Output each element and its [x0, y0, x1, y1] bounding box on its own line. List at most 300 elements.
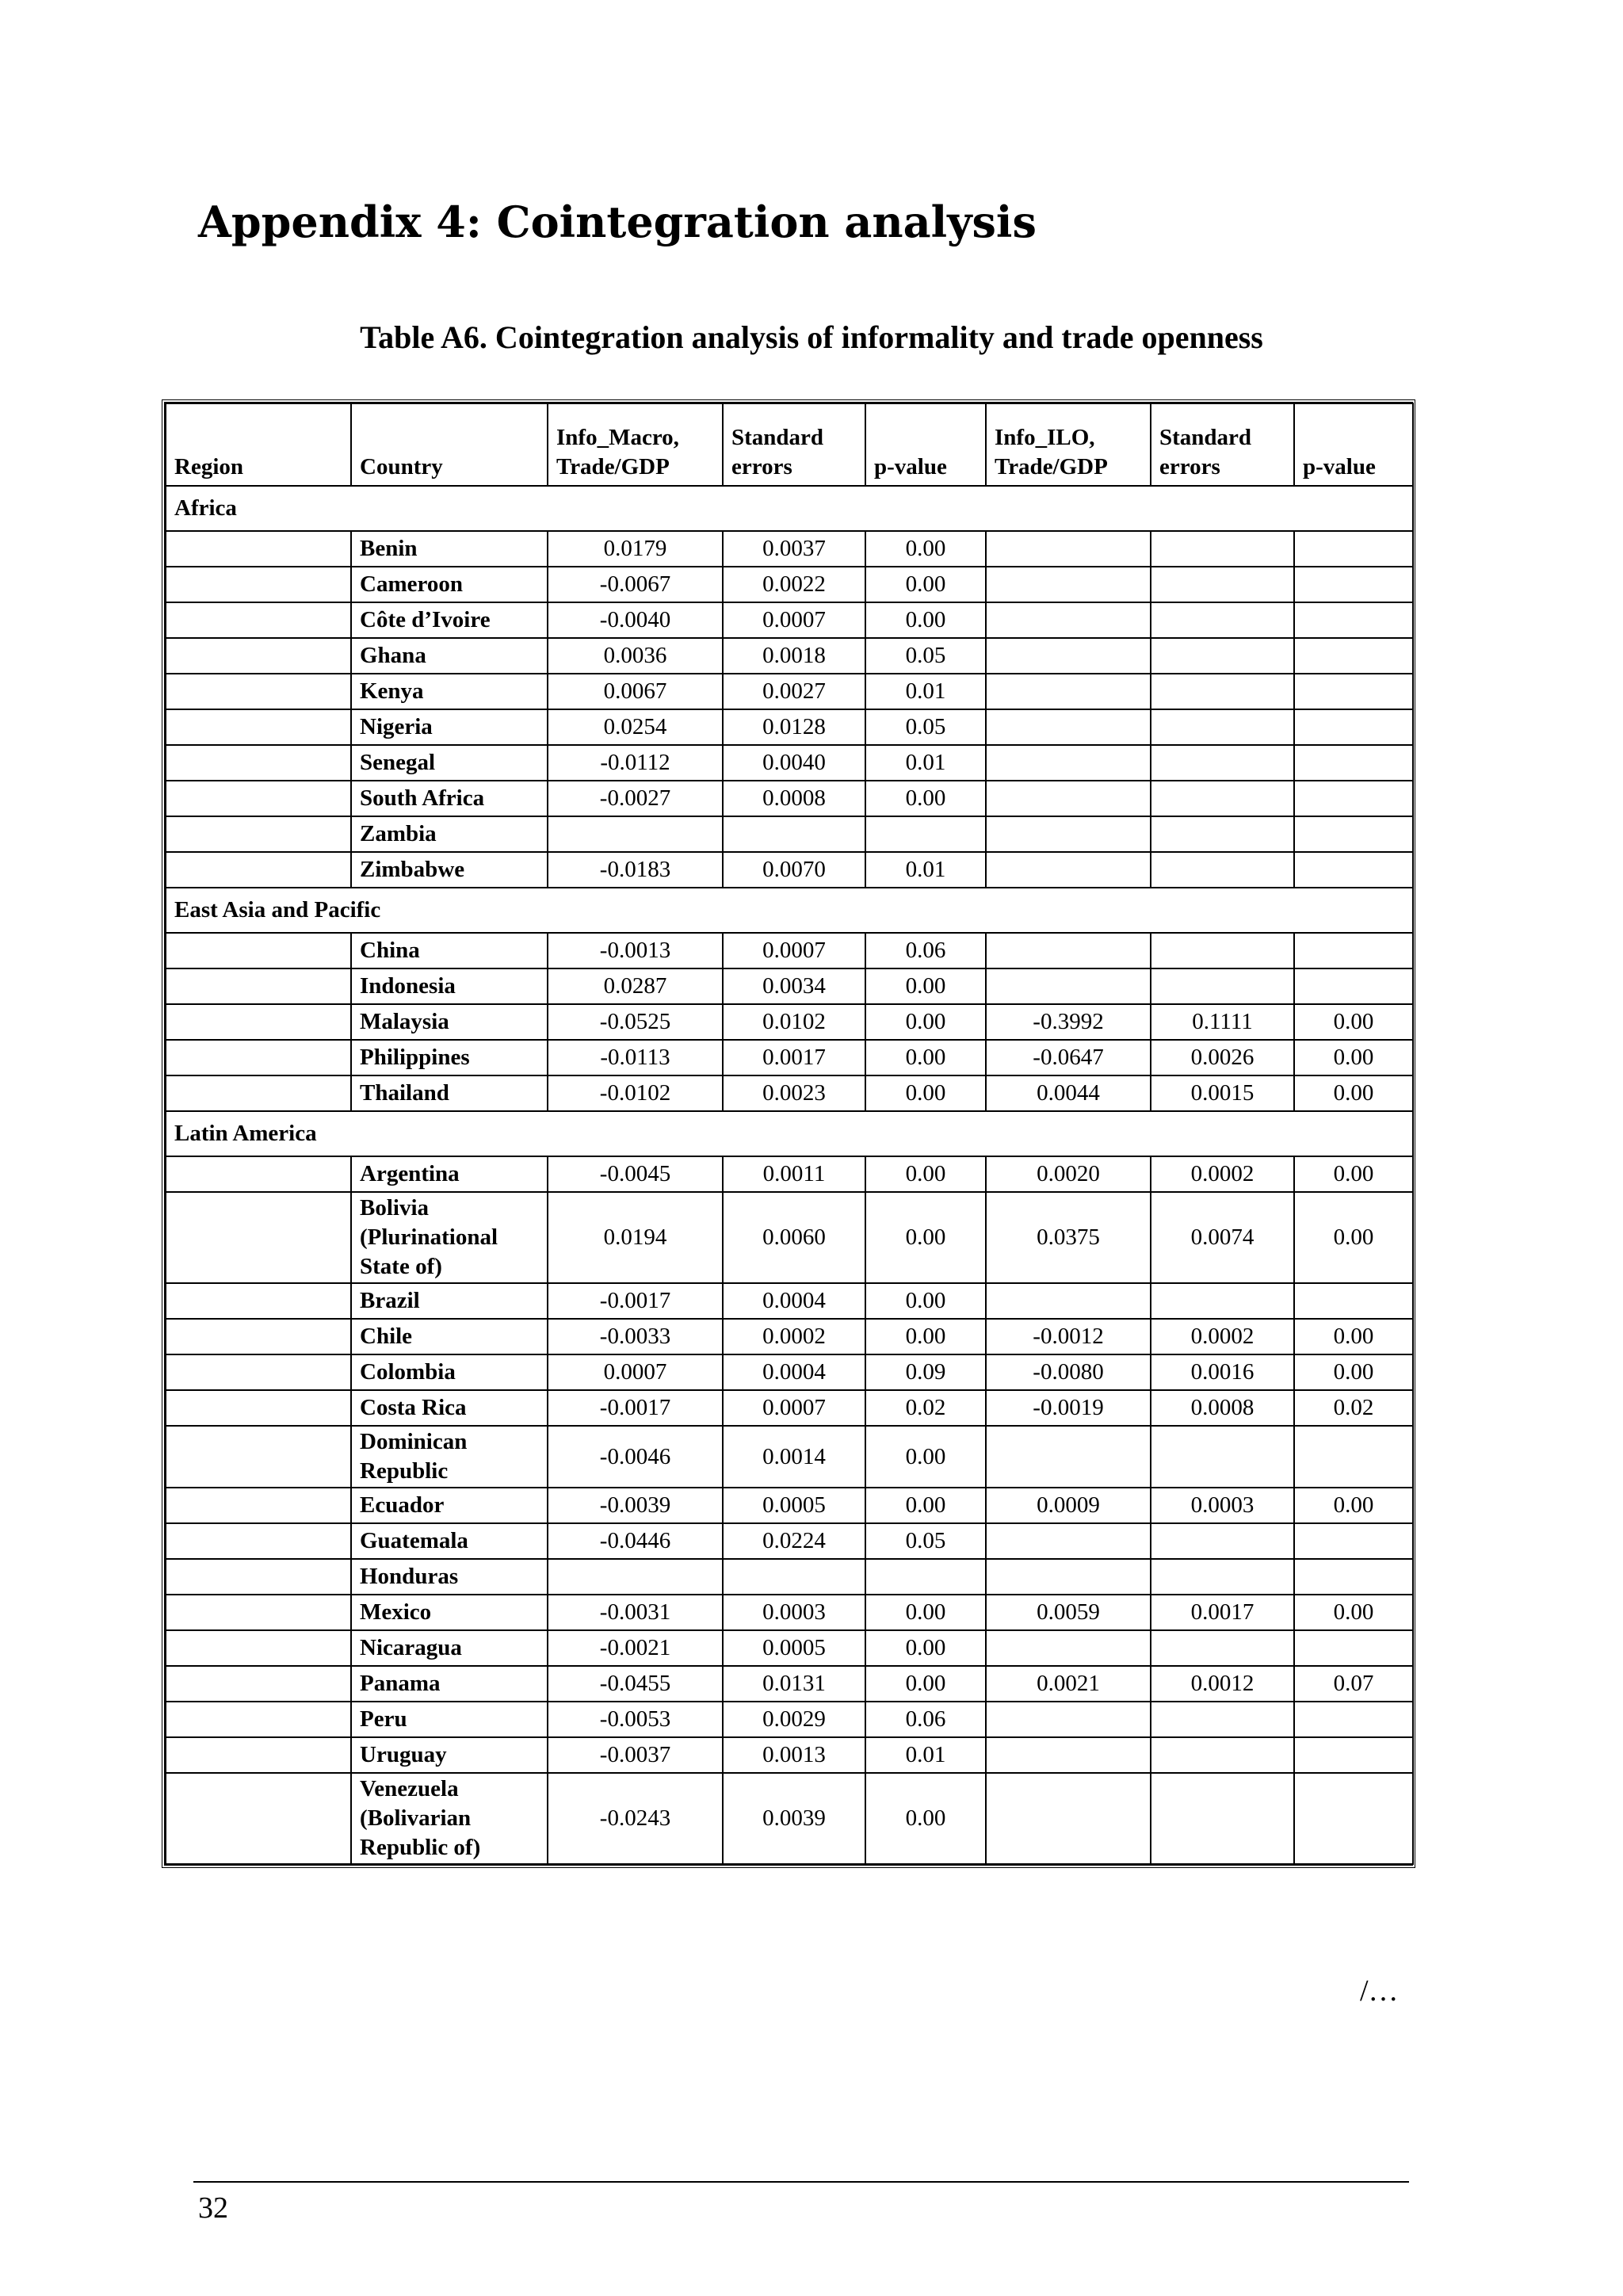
- table-cell: 0.00: [1294, 1595, 1413, 1630]
- country-name: China: [351, 933, 548, 968]
- country-name: Ghana: [351, 638, 548, 674]
- table-cell: 0.00: [865, 602, 986, 638]
- table-row: [166, 531, 1413, 567]
- table-row: [166, 968, 1413, 1004]
- table-row: [166, 1666, 1413, 1702]
- table-cell: [1151, 933, 1294, 968]
- country-name: Brazil: [351, 1283, 548, 1319]
- table-cell: [986, 816, 1151, 852]
- table-cell: [1294, 674, 1413, 709]
- region-spacer-cell: [166, 531, 351, 567]
- table-row: [166, 709, 1413, 745]
- table-cell: [1151, 852, 1294, 888]
- country-name: Indonesia: [351, 968, 548, 1004]
- continuation-mark: /…: [1360, 1974, 1399, 2008]
- country-name: Dominican Republic: [351, 1426, 548, 1488]
- table-row: [166, 1283, 1413, 1319]
- table-cell: 0.00: [865, 1488, 986, 1523]
- table-row: [166, 816, 1413, 852]
- table-row: [166, 1737, 1413, 1773]
- header-region: Region: [166, 403, 351, 486]
- table-cell: 0.0254: [548, 709, 723, 745]
- table-cell: 0.0003: [1151, 1488, 1294, 1523]
- table-cell: [723, 1559, 865, 1595]
- region-spacer-cell: [166, 1192, 351, 1283]
- table-cell: [1151, 674, 1294, 709]
- region-spacer-cell: [166, 602, 351, 638]
- table-cell: [1294, 1283, 1413, 1319]
- table-cell: [1151, 1773, 1294, 1864]
- table-cell: 0.0007: [723, 602, 865, 638]
- table-cell: -0.0080: [986, 1354, 1151, 1390]
- table-cell: 0.0020: [986, 1156, 1151, 1192]
- region-spacer-cell: [166, 674, 351, 709]
- table-cell: [1294, 968, 1413, 1004]
- table-row: [166, 933, 1413, 968]
- table-cell: 0.0007: [723, 933, 865, 968]
- table-cell: 0.0014: [723, 1426, 865, 1488]
- country-name: Guatemala: [351, 1523, 548, 1559]
- header-info-macro: Info_Macro, Trade/GDP: [548, 403, 723, 486]
- country-name: Malaysia: [351, 1004, 548, 1040]
- table-cell: [986, 933, 1151, 968]
- table-cell: [1151, 638, 1294, 674]
- table-cell: 0.00: [865, 1040, 986, 1075]
- table-cell: -0.0045: [548, 1156, 723, 1192]
- country-name: Senegal: [351, 745, 548, 781]
- table-cell: [986, 1283, 1151, 1319]
- table-cell: 0.0002: [723, 1319, 865, 1354]
- table-cell: -0.0021: [548, 1630, 723, 1666]
- country-name: Cameroon: [351, 567, 548, 602]
- table-cell: -0.0067: [548, 567, 723, 602]
- table-cell: [1294, 781, 1413, 816]
- table-cell: 0.0067: [548, 674, 723, 709]
- table-cell: [1294, 1737, 1413, 1773]
- region-row: [166, 888, 1413, 933]
- table-cell: -0.0040: [548, 602, 723, 638]
- table-cell: [1294, 709, 1413, 745]
- table-cell: 0.0015: [1151, 1075, 1294, 1111]
- table-cell: 0.00: [865, 1426, 986, 1488]
- table-cell: 0.0021: [986, 1666, 1151, 1702]
- table-cell: 0.0008: [1151, 1390, 1294, 1426]
- table-cell: 0.01: [865, 745, 986, 781]
- table-cell: [1151, 1426, 1294, 1488]
- header-standard-errors-macro: Standard errors: [723, 403, 865, 486]
- table-body: [166, 486, 1413, 1864]
- table-row: [166, 1426, 1413, 1488]
- region-spacer-cell: [166, 1004, 351, 1040]
- country-name: Nigeria: [351, 709, 548, 745]
- region-spacer-cell: [166, 781, 351, 816]
- country-name: Bolivia (Plurinational State of): [351, 1192, 548, 1283]
- region-spacer-cell: [166, 1630, 351, 1666]
- region-spacer-cell: [166, 567, 351, 602]
- region-spacer-cell: [166, 852, 351, 888]
- region-spacer-cell: [166, 1426, 351, 1488]
- table-cell: [1151, 816, 1294, 852]
- table-cell: 0.0029: [723, 1702, 865, 1737]
- table-cell: [986, 567, 1151, 602]
- table-cell: -0.0102: [548, 1075, 723, 1111]
- table-cell: 0.0034: [723, 968, 865, 1004]
- table-cell: -0.0113: [548, 1040, 723, 1075]
- region-spacer-cell: [166, 1666, 351, 1702]
- table-cell: 0.00: [1294, 1319, 1413, 1354]
- region-spacer-cell: [166, 1488, 351, 1523]
- table-cell: 0.0013: [723, 1737, 865, 1773]
- table-cell: 0.0011: [723, 1156, 865, 1192]
- table-cell: -0.0053: [548, 1702, 723, 1737]
- table-cell: -0.0013: [548, 933, 723, 968]
- table-cell: 0.00: [865, 1595, 986, 1630]
- table-cell: 0.0131: [723, 1666, 865, 1702]
- table-cell: -0.0031: [548, 1595, 723, 1630]
- table-cell: 0.0036: [548, 638, 723, 674]
- header-p-value-macro: p-value: [865, 403, 986, 486]
- table-cell: 0.00: [1294, 1040, 1413, 1075]
- table-cell: [986, 638, 1151, 674]
- region-spacer-cell: [166, 1283, 351, 1319]
- table-cell: -0.0033: [548, 1319, 723, 1354]
- table-cell: [1151, 781, 1294, 816]
- table-cell: [986, 1737, 1151, 1773]
- table-cell: 0.0039: [723, 1773, 865, 1864]
- table-cell: 0.00: [865, 968, 986, 1004]
- region-row: [166, 1111, 1413, 1156]
- table-row: [166, 1523, 1413, 1559]
- page-number: 32: [198, 2191, 228, 2225]
- table-cell: -0.0525: [548, 1004, 723, 1040]
- table-row: [166, 1595, 1413, 1630]
- table-cell: [986, 745, 1151, 781]
- region-spacer-cell: [166, 1523, 351, 1559]
- table-cell: -0.3992: [986, 1004, 1151, 1040]
- table-cell: [865, 1559, 986, 1595]
- table-cell: [1294, 567, 1413, 602]
- table-cell: [986, 1559, 1151, 1595]
- table-cell: [986, 852, 1151, 888]
- table-cell: 0.05: [865, 638, 986, 674]
- table-cell: 0.0005: [723, 1630, 865, 1666]
- country-name: Ecuador: [351, 1488, 548, 1523]
- table-cell: 0.0040: [723, 745, 865, 781]
- header-p-value-ilo: p-value: [1294, 403, 1413, 486]
- table-cell: 0.00: [865, 1075, 986, 1111]
- table-cell: 0.0012: [1151, 1666, 1294, 1702]
- table-row: [166, 1773, 1413, 1864]
- table-cell: 0.0022: [723, 567, 865, 602]
- table-row: [166, 1559, 1413, 1595]
- table-cell: 0.09: [865, 1354, 986, 1390]
- country-name: Argentina: [351, 1156, 548, 1192]
- table-cell: [1151, 567, 1294, 602]
- table-cell: 0.1111: [1151, 1004, 1294, 1040]
- table-cell: 0.00: [865, 531, 986, 567]
- country-name: Thailand: [351, 1075, 548, 1111]
- table-row: [166, 745, 1413, 781]
- region-spacer-cell: [166, 1559, 351, 1595]
- table-cell: [1294, 816, 1413, 852]
- country-name: Chile: [351, 1319, 548, 1354]
- table-row: [166, 674, 1413, 709]
- region-spacer-cell: [166, 1354, 351, 1390]
- table-cell: 0.02: [1294, 1390, 1413, 1426]
- table-cell: [986, 1523, 1151, 1559]
- table-cell: 0.00: [865, 781, 986, 816]
- region-spacer-cell: [166, 1390, 351, 1426]
- table-cell: 0.00: [865, 1192, 986, 1283]
- region-name: Africa: [166, 486, 1413, 531]
- table-cell: 0.0128: [723, 709, 865, 745]
- table-cell: 0.01: [865, 1737, 986, 1773]
- table-cell: [1151, 531, 1294, 567]
- table-cell: 0.05: [865, 709, 986, 745]
- table-cell: 0.0070: [723, 852, 865, 888]
- table-cell: [1294, 1426, 1413, 1488]
- table-cell: 0.0008: [723, 781, 865, 816]
- region-spacer-cell: [166, 638, 351, 674]
- table-cell: 0.0017: [723, 1040, 865, 1075]
- table-cell: 0.00: [865, 1283, 986, 1319]
- table-cell: 0.0287: [548, 968, 723, 1004]
- table-cell: 0.0007: [723, 1390, 865, 1426]
- table-cell: [1294, 1702, 1413, 1737]
- table-cell: 0.0002: [1151, 1319, 1294, 1354]
- region-spacer-cell: [166, 933, 351, 968]
- table-cell: [1294, 933, 1413, 968]
- table-cell: 0.05: [865, 1523, 986, 1559]
- table-cell: [986, 781, 1151, 816]
- table-cell: [865, 816, 986, 852]
- region-spacer-cell: [166, 1595, 351, 1630]
- region-name: East Asia and Pacific: [166, 888, 1413, 933]
- table-cell: [1294, 638, 1413, 674]
- header-standard-errors-ilo: Standard errors: [1151, 403, 1294, 486]
- country-name: Honduras: [351, 1559, 548, 1595]
- table-cell: 0.00: [1294, 1192, 1413, 1283]
- table-cell: [1151, 745, 1294, 781]
- table-cell: [986, 1426, 1151, 1488]
- table-cell: [1151, 709, 1294, 745]
- table-cell: -0.0017: [548, 1390, 723, 1426]
- table-cell: 0.0005: [723, 1488, 865, 1523]
- table-cell: 0.00: [1294, 1488, 1413, 1523]
- table-cell: 0.0007: [548, 1354, 723, 1390]
- table-cell: 0.0003: [723, 1595, 865, 1630]
- table-cell: 0.0179: [548, 531, 723, 567]
- table-cell: 0.0016: [1151, 1354, 1294, 1390]
- table-cell: 0.00: [865, 1630, 986, 1666]
- region-spacer-cell: [166, 1156, 351, 1192]
- table-cell: [1151, 1283, 1294, 1319]
- table-cell: 0.0044: [986, 1075, 1151, 1111]
- table-cell: [1151, 602, 1294, 638]
- table-cell: 0.00: [865, 1004, 986, 1040]
- table-row: [166, 567, 1413, 602]
- table-cell: 0.0018: [723, 638, 865, 674]
- table-cell: -0.0039: [548, 1488, 723, 1523]
- country-name: Kenya: [351, 674, 548, 709]
- table-cell: [1294, 602, 1413, 638]
- country-name: Uruguay: [351, 1737, 548, 1773]
- region-spacer-cell: [166, 745, 351, 781]
- table-cell: -0.0243: [548, 1773, 723, 1864]
- table-cell: 0.0023: [723, 1075, 865, 1111]
- table-row: [166, 1319, 1413, 1354]
- country-name: Colombia: [351, 1354, 548, 1390]
- table-cell: [1294, 1559, 1413, 1595]
- country-name: Benin: [351, 531, 548, 567]
- country-name: Mexico: [351, 1595, 548, 1630]
- table-cell: 0.00: [1294, 1004, 1413, 1040]
- table-cell: 0.00: [865, 1773, 986, 1864]
- table-cell: 0.0102: [723, 1004, 865, 1040]
- table-cell: 0.06: [865, 933, 986, 968]
- country-name: Côte d’Ivoire: [351, 602, 548, 638]
- region-spacer-cell: [166, 709, 351, 745]
- header-row: [166, 403, 1413, 486]
- table-cell: -0.0112: [548, 745, 723, 781]
- table-cell: 0.00: [865, 1666, 986, 1702]
- table-row: [166, 781, 1413, 816]
- region-spacer-cell: [166, 1737, 351, 1773]
- region-row: [166, 486, 1413, 531]
- appendix-title: Appendix 4: Cointegration analysis: [198, 197, 1037, 247]
- region-spacer-cell: [166, 1702, 351, 1737]
- table-cell: [548, 1559, 723, 1595]
- table-cell: [986, 1702, 1151, 1737]
- table-cell: [548, 816, 723, 852]
- table-cell: -0.0455: [548, 1666, 723, 1702]
- table-cell: 0.07: [1294, 1666, 1413, 1702]
- region-spacer-cell: [166, 1040, 351, 1075]
- table-cell: -0.0019: [986, 1390, 1151, 1426]
- country-name: South Africa: [351, 781, 548, 816]
- table-cell: 0.0037: [723, 531, 865, 567]
- table-cell: -0.0017: [548, 1283, 723, 1319]
- table-row: [166, 1004, 1413, 1040]
- table-cell: 0.0002: [1151, 1156, 1294, 1192]
- table-row: [166, 1630, 1413, 1666]
- table-cell: 0.0060: [723, 1192, 865, 1283]
- table-cell: 0.0009: [986, 1488, 1151, 1523]
- table-cell: 0.00: [1294, 1075, 1413, 1111]
- table-cell: 0.00: [865, 1319, 986, 1354]
- table-cell: 0.0059: [986, 1595, 1151, 1630]
- table-title: Table A6. Cointegration analysis of informality and trade openness: [360, 319, 1263, 355]
- table-row: [166, 1702, 1413, 1737]
- table-cell: [1294, 852, 1413, 888]
- table-row: [166, 1354, 1413, 1390]
- table-cell: 0.0027: [723, 674, 865, 709]
- region-spacer-cell: [166, 1075, 351, 1111]
- cointegration-table-frame: [162, 399, 1415, 1868]
- table-cell: [986, 602, 1151, 638]
- table-cell: [1151, 1737, 1294, 1773]
- table-cell: -0.0183: [548, 852, 723, 888]
- table-cell: [986, 1630, 1151, 1666]
- table-row: [166, 1075, 1413, 1111]
- country-name: Philippines: [351, 1040, 548, 1075]
- header-country: Country: [351, 403, 548, 486]
- table-cell: 0.0026: [1151, 1040, 1294, 1075]
- table-cell: 0.00: [1294, 1156, 1413, 1192]
- table-cell: 0.00: [865, 567, 986, 602]
- table-cell: 0.0004: [723, 1354, 865, 1390]
- table-cell: -0.0647: [986, 1040, 1151, 1075]
- table-cell: [1151, 1559, 1294, 1595]
- table-cell: [986, 968, 1151, 1004]
- table-cell: [1151, 1523, 1294, 1559]
- table-cell: 0.06: [865, 1702, 986, 1737]
- table-cell: 0.01: [865, 852, 986, 888]
- table-row: [166, 852, 1413, 888]
- table-row: [166, 638, 1413, 674]
- table-cell: [986, 531, 1151, 567]
- table-row: [166, 1390, 1413, 1426]
- table-cell: -0.0446: [548, 1523, 723, 1559]
- table-cell: 0.0194: [548, 1192, 723, 1283]
- table-row: [166, 1156, 1413, 1192]
- table-cell: 0.01: [865, 674, 986, 709]
- table-cell: [986, 674, 1151, 709]
- table-cell: [1294, 1523, 1413, 1559]
- table-cell: [1151, 1702, 1294, 1737]
- table-row: [166, 1040, 1413, 1075]
- region-spacer-cell: [166, 1773, 351, 1864]
- region-spacer-cell: [166, 816, 351, 852]
- table-cell: -0.0046: [548, 1426, 723, 1488]
- country-name: Nicaragua: [351, 1630, 548, 1666]
- country-name: Zimbabwe: [351, 852, 548, 888]
- table-cell: [1294, 745, 1413, 781]
- cointegration-table: [165, 403, 1414, 1865]
- table-cell: -0.0012: [986, 1319, 1151, 1354]
- table-cell: 0.00: [1294, 1354, 1413, 1390]
- table-cell: [1294, 1630, 1413, 1666]
- country-name: Zambia: [351, 816, 548, 852]
- table-row: [166, 1192, 1413, 1283]
- table-cell: -0.0037: [548, 1737, 723, 1773]
- table-cell: [1294, 1773, 1413, 1864]
- table-cell: 0.0074: [1151, 1192, 1294, 1283]
- country-name: Panama: [351, 1666, 548, 1702]
- table-cell: [1151, 968, 1294, 1004]
- table-cell: 0.0004: [723, 1283, 865, 1319]
- table-row: [166, 602, 1413, 638]
- table-cell: [986, 1773, 1151, 1864]
- table-cell: [723, 816, 865, 852]
- table-row: [166, 1488, 1413, 1523]
- table-cell: [1151, 1630, 1294, 1666]
- table-cell: [1294, 531, 1413, 567]
- region-name: Latin America: [166, 1111, 1413, 1156]
- table-cell: 0.0224: [723, 1523, 865, 1559]
- country-name: Peru: [351, 1702, 548, 1737]
- table-cell: -0.0027: [548, 781, 723, 816]
- country-name: Costa Rica: [351, 1390, 548, 1426]
- country-name: Venezuela (Bolivarian Republic of): [351, 1773, 548, 1864]
- region-spacer-cell: [166, 1319, 351, 1354]
- region-spacer-cell: [166, 968, 351, 1004]
- table-cell: [986, 709, 1151, 745]
- table-cell: 0.0017: [1151, 1595, 1294, 1630]
- table-cell: 0.00: [865, 1156, 986, 1192]
- table-cell: 0.02: [865, 1390, 986, 1426]
- header-info-ilo: Info_ILO, Trade/GDP: [986, 403, 1151, 486]
